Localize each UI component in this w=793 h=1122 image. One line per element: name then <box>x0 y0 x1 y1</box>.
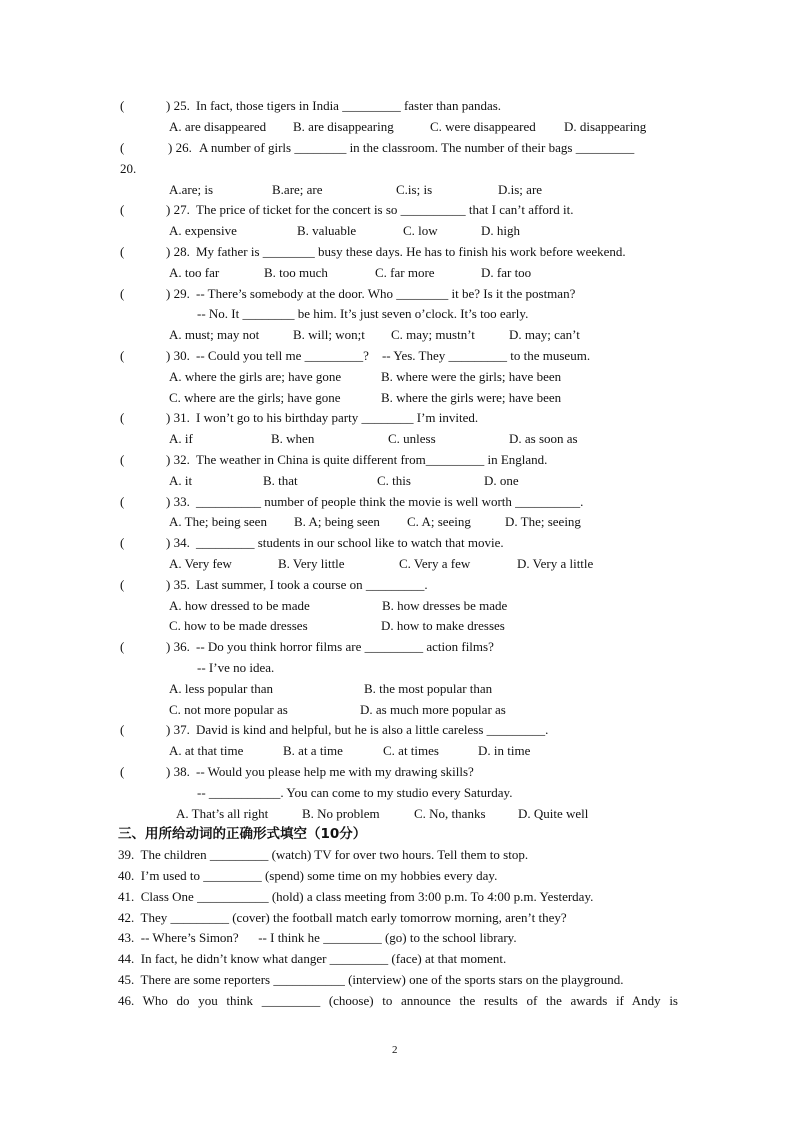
option: A. are disappeared <box>169 119 267 134</box>
question-number: ) 27. <box>166 202 190 217</box>
option: B. where were the girls; have been <box>381 369 562 384</box>
option: D. as soon as <box>509 431 578 446</box>
option: A. That’s all right <box>176 806 269 821</box>
question-stem: My father is ________ busy these days. He has to finish his work before weekend. <box>196 244 626 259</box>
fill-in-item: 42. They _________ (cover) the football match early tomorrow morning, aren’t they? <box>118 910 567 925</box>
option: C. far more <box>375 265 435 280</box>
question-number: ) 37. <box>166 722 190 737</box>
question-stem: I won’t go to his birthday party ________ I’m invited. <box>196 410 479 425</box>
question-stem: _________ students in our school like to watch that movie. <box>196 535 504 550</box>
fill-in-item: 40. I’m used to _________ (spend) some time on my hobbies every day. <box>118 868 498 883</box>
option: A. Very few <box>169 556 232 571</box>
option: B. how dresses be made <box>382 598 508 613</box>
answer-bracket: ( <box>120 244 125 259</box>
answer-bracket: ( <box>120 535 125 550</box>
option: A. how dressed to be made <box>169 598 310 613</box>
option: B. will; won;t <box>293 327 365 342</box>
option: D. may; can’t <box>509 327 580 342</box>
question-number: ) 32. <box>166 452 190 467</box>
question-stem: David is kind and helpful, but he is also a little careless _________. <box>196 722 549 737</box>
option: B. A; being seen <box>294 514 380 529</box>
answer-bracket: ( <box>120 98 125 113</box>
option: B. too much <box>264 265 328 280</box>
option: D. Quite well <box>518 806 589 821</box>
question-stem: -- Do you think horror films are _________ action films? <box>196 639 494 654</box>
question-number: ) 34. <box>166 535 190 550</box>
question-number: ) 26. <box>168 140 192 155</box>
option: C. not more popular as <box>169 702 288 717</box>
question-number: ) 36. <box>166 639 190 654</box>
option: C. how to be made dresses <box>169 618 308 633</box>
answer-bracket: ( <box>120 348 125 363</box>
question-number: ) 29. <box>166 286 190 301</box>
option: A. too far <box>169 265 220 280</box>
option: C. A; seeing <box>407 514 471 529</box>
option: D. disappearing <box>564 119 647 134</box>
section-heading: 三、用所给动词的正确形式填空（10分） <box>118 826 367 842</box>
option: D.is; are <box>498 182 543 197</box>
dialogue-reply: -- I’ve no idea. <box>197 660 275 675</box>
answer-bracket: ( <box>120 577 125 592</box>
option: D. Very a little <box>517 556 594 571</box>
option: C.is; is <box>396 182 433 197</box>
option: B. the most popular than <box>364 681 493 696</box>
option: C. this <box>377 473 411 488</box>
option: D. high <box>481 223 520 238</box>
option: B. valuable <box>297 223 357 238</box>
question-stem: -- There’s somebody at the door. Who ________ it be? Is it the postman? <box>196 286 576 301</box>
option: C. unless <box>388 431 436 446</box>
fill-in-item: 45. There are some reporters ___________ (interview) one of the sports stars on the playground. <box>118 972 624 987</box>
option: A.are; is <box>169 182 214 197</box>
option: C. No, thanks <box>414 806 486 821</box>
option: D. how to make dresses <box>381 618 505 633</box>
question-stem: A number of girls ________ in the classroom. The number of their bags _________ <box>199 140 635 155</box>
question-number: ) 35. <box>166 577 190 592</box>
fill-in-item: 43. -- Where’s Simon? -- I think he _________ (go) to the school library. <box>118 930 517 945</box>
option: B. No problem <box>302 806 380 821</box>
answer-bracket: ( <box>120 410 125 425</box>
option: C. at times <box>383 743 439 758</box>
option: A. it <box>169 473 193 488</box>
dialogue-reply: -- No. It ________ be him. It’s just seven o’clock. It’s too early. <box>197 306 529 321</box>
option: A. must; may not <box>169 327 260 342</box>
option: D. as much more popular as <box>360 702 506 717</box>
question-number: ) 28. <box>166 244 190 259</box>
question-stem: The price of ticket for the concert is so __________ that I can’t afford it. <box>196 202 574 217</box>
question-number: ) 30. <box>166 348 190 363</box>
fill-in-item: 44. In fact, he didn’t know what danger _________ (face) at that moment. <box>118 951 507 966</box>
option: A. The; being seen <box>169 514 267 529</box>
answer-bracket: ( <box>120 722 125 737</box>
option: B. where the girls were; have been <box>381 390 562 405</box>
option: C. may; mustn’t <box>391 327 475 342</box>
option: A. expensive <box>169 223 237 238</box>
option: C. were disappeared <box>430 119 536 134</box>
question-number: ) 25. <box>166 98 190 113</box>
option: D. in time <box>478 743 531 758</box>
option: B. that <box>263 473 298 488</box>
option: A. less popular than <box>169 681 273 696</box>
option: C. where are the girls; have gone <box>169 390 341 405</box>
option: D. one <box>484 473 519 488</box>
question-stem: Last summer, I took a course on _________. <box>196 577 428 592</box>
answer-bracket: ( <box>120 140 125 155</box>
option: B. are disappearing <box>293 119 394 134</box>
fill-in-item: 39. The children _________ (watch) TV for over two hours. Tell them to stop. <box>118 847 529 862</box>
option: C. Very a few <box>399 556 471 571</box>
question-stem-wrap: 20. <box>120 161 137 176</box>
answer-bracket: ( <box>120 452 125 467</box>
answer-bracket: ( <box>120 202 125 217</box>
option: A. if <box>169 431 193 446</box>
question-stem: __________ number of people think the movie is well worth __________. <box>196 494 584 509</box>
option: A. at that time <box>169 743 244 758</box>
question-stem: -- Would you please help me with my drawing skills? <box>196 764 474 779</box>
question-number: ) 33. <box>166 494 190 509</box>
question-stem: The weather in China is quite different from_________ in England. <box>196 452 548 467</box>
page-number: 2 <box>392 1044 398 1056</box>
fill-in-item: 46. Who do you think _________ (choose) to announce the results of the awards if Andy is <box>118 993 678 1008</box>
question-number: ) 38. <box>166 764 190 779</box>
answer-bracket: ( <box>120 764 125 779</box>
dialogue-reply: -- ___________. You can come to my studio every Saturday. <box>197 785 513 800</box>
answer-bracket: ( <box>120 639 125 654</box>
option: C. low <box>403 223 438 238</box>
question-number: ) 31. <box>166 410 190 425</box>
option: B. at a time <box>283 743 343 758</box>
answer-bracket: ( <box>120 286 125 301</box>
question-stem: -- Could you tell me _________? -- Yes. They _________ to the museum. <box>196 348 591 363</box>
option: A. where the girls are; have gone <box>169 369 342 384</box>
question-stem: In fact, those tigers in India _________ faster than pandas. <box>196 98 502 113</box>
option: D. far too <box>481 265 532 280</box>
option: B. Very little <box>278 556 345 571</box>
option: D. The; seeing <box>505 514 581 529</box>
answer-bracket: ( <box>120 494 125 509</box>
option: B. when <box>271 431 315 446</box>
fill-in-item: 41. Class One ___________ (hold) a class meeting from 3:00 p.m. To 4:00 p.m. Yesterday. <box>118 889 594 904</box>
option: B.are; are <box>272 182 323 197</box>
